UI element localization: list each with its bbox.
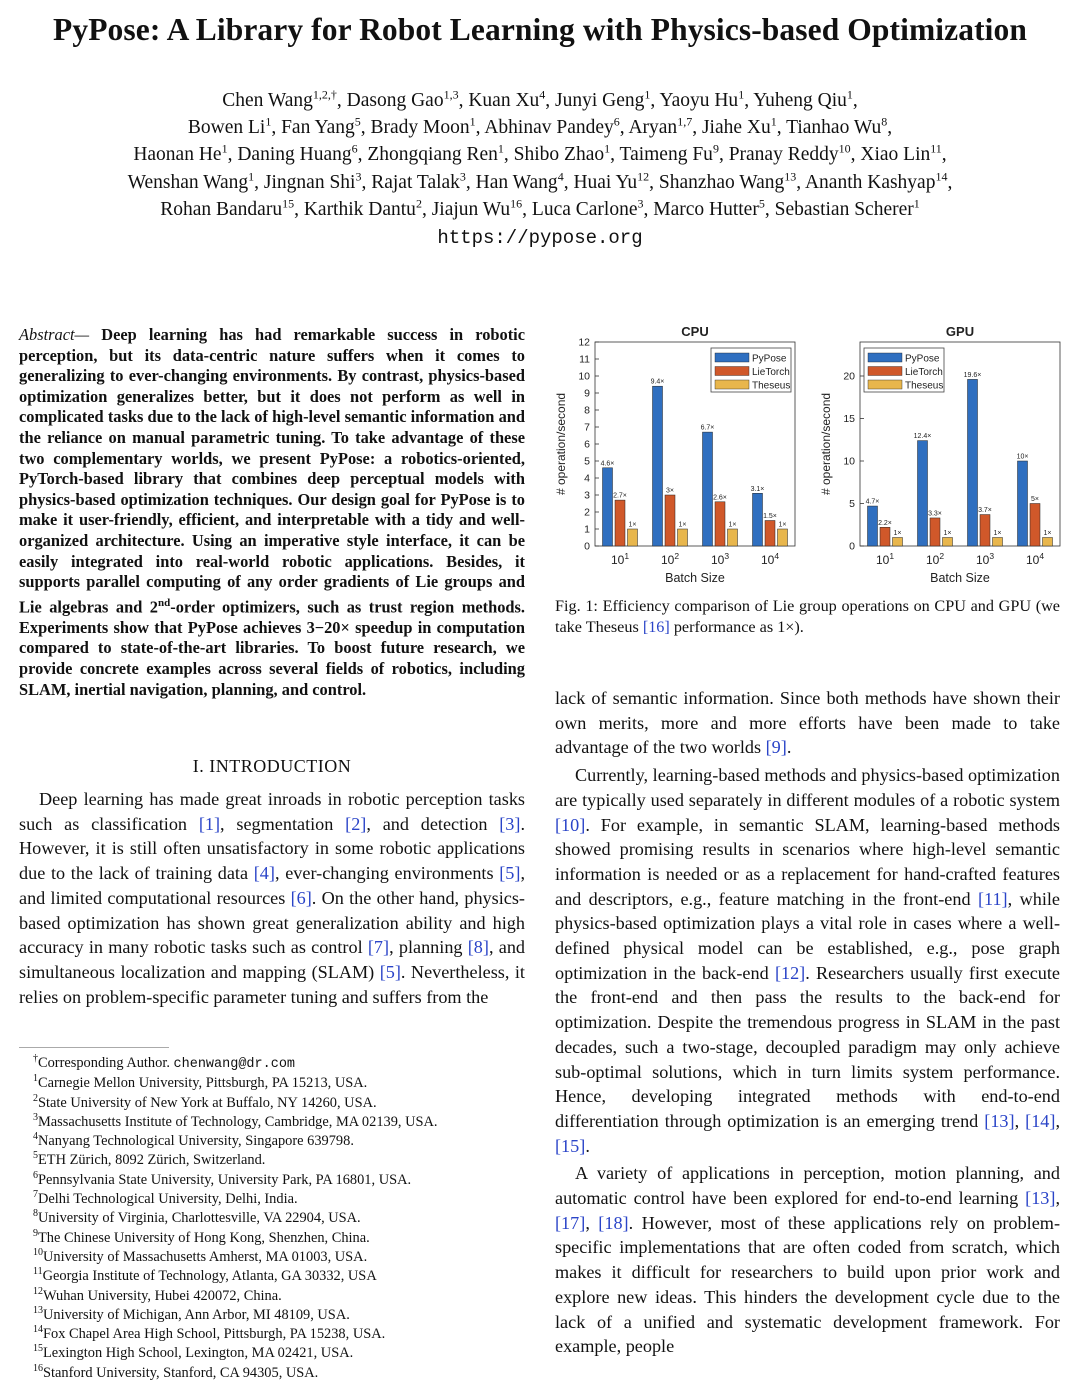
body-paragraph [555,686,1060,760]
text-span: , planning [389,937,468,958]
author-name: Luca Carlone [531,199,638,220]
text-span: , [1055,1188,1060,1209]
footnote-text: Fox Chapel Area High School, Pittsburgh, PA 15238, USA. [43,1326,386,1343]
x-tick-label: $10^1$ [610,551,630,567]
footnote-text: University of Virginia, Charlottesville, VA 22904, USA. [38,1210,361,1227]
y-tick-label: 8 [584,404,590,417]
author-affiliation: 1,3 [443,87,459,102]
bar-pypose [868,506,878,546]
footnote-text: Stanford University, Stanford, CA 94305, USA. [43,1364,319,1381]
bar-theseus [943,538,953,547]
author-name: Zhongqiang Ren [367,144,498,165]
text-span: Currently, learning-based methods and physics-based optimization are typically used separately in different modules of a robotic system [555,765,1060,810]
data-label: 3.3× [928,510,942,518]
author-name: Wenshan Wang [127,172,249,193]
footnote [33,1364,533,1383]
text-span: Fig. 1: Efficiency comparison of Lie group operations on CPU and GPU (we take Theseus [555,597,1060,636]
y-axis-label: # operation/second [819,392,833,496]
data-label: 9.4× [650,378,665,386]
author-name: Brady Moon [370,117,470,138]
citation-link[interactable]: [18] [598,1212,629,1233]
author-affiliation: 3 [355,169,362,184]
author-affiliation: 14 [935,169,948,184]
text-span: Deep learning has made great inroads in robotic perception tasks such as classification [19,789,525,834]
author-affiliation: 3 [459,169,466,184]
footnote-text: Pennsylvania State University, University Park, PA 16801, USA. [38,1171,412,1188]
author-name: Ananth Kashyap [804,172,936,193]
citation-link[interactable]: [7] [367,937,390,958]
footnote-text: Carnegie Mellon University, Pittsburgh, PA 15213, USA. [38,1075,368,1092]
text-span: A variety of applications in perception, motion planning, and automatic control have been explored for end-to-end learning [555,1163,1060,1209]
author-name: Tianhao Wu [786,117,882,138]
bar-theseus [778,529,788,546]
citation-link[interactable]: [11] [977,888,1008,909]
footnote [33,1248,533,1267]
author-affiliation: 11 [930,141,942,156]
footnote [33,1190,533,1209]
x-tick-label: $10^3$ [975,551,995,567]
author-name: Jiahe Xu [701,117,771,138]
footnote [33,1344,533,1363]
footnote [33,1229,533,1248]
author-affiliation: 1 [265,114,272,129]
citation-link[interactable]: [2] [345,813,367,834]
text-span: , [585,1212,599,1233]
citation-link[interactable]: [16] [642,617,670,636]
footnote-marker: 2 [33,1092,38,1104]
footnote-text: University of Massachusetts Amherst, MA 01003, USA. [43,1248,368,1265]
y-tick-label: 10 [843,455,855,468]
author-affiliation: 1 [644,87,651,102]
footnote-text: University of Michigan, Ann Arbor, MI 48109, USA. [43,1306,350,1323]
author-affiliation: 6 [351,141,358,156]
bar-theseus [728,529,738,546]
footnote-marker: 8 [33,1208,38,1220]
author-name: Shibo Zhao [513,144,605,165]
x-tick-label: $10^4$ [1025,551,1045,567]
data-label: 2.2× [878,519,892,527]
y-tick-label: 20 [843,370,855,383]
y-tick-label: 10 [578,370,590,383]
author-name: Kuan Xu [468,90,540,111]
author-name: Pranay Reddy [728,144,839,165]
citation-link[interactable]: [15] [555,1135,586,1156]
y-tick-label: 2 [584,506,590,519]
citation-link[interactable]: [13] [984,1110,1015,1131]
bar-lietorch [930,518,940,546]
data-label: 1× [893,530,902,537]
bar-pypose [653,386,663,546]
data-label: 1× [993,530,1002,537]
author-affiliation: 16 [510,196,523,211]
bar-pypose [603,468,613,546]
author-affiliation: 1 [913,196,920,211]
footnote-marker: 16 [33,1362,43,1374]
text-span: , ever-changing environments [274,863,500,884]
author-affiliation: 12 [637,169,650,184]
footnote-marker: 1 [33,1073,38,1085]
author-name: Taimeng Fu [619,144,713,165]
author-name: Rajat Talak [371,172,460,193]
author-affiliation: 1 [846,87,853,102]
data-label: 1× [1043,530,1052,537]
data-label: 1× [628,521,637,529]
intro-column-right [555,686,1060,1359]
footnote [33,1094,533,1113]
text-span: . [786,737,792,758]
text-span: , [1014,1110,1026,1131]
y-tick-label: 6 [584,438,590,451]
body-paragraph [555,1161,1060,1359]
footnote-marker: 11 [33,1266,43,1278]
footnote [33,1113,533,1132]
citation-link[interactable]: [9] [765,737,787,758]
legend-swatch [868,353,902,362]
citation-link[interactable]: [5] [499,863,521,884]
author-affiliation: 1 [604,141,611,156]
author-affiliation: 2 [415,196,422,211]
footnote-rule [19,1047,169,1048]
y-tick-label: 5 [584,455,590,468]
citation-link[interactable]: [1] [198,813,221,834]
footnotes [33,1054,533,1383]
author-affiliation: 1 [221,141,228,156]
text-span: lack of semantic information. Since both methods have shown their own merits, more and more efforts have been made to take advantage of the two worlds [555,688,1060,758]
data-label: 1× [678,521,687,529]
author-name: Chen Wang [222,90,313,111]
author-name: Aryan [628,117,678,138]
data-label: 3× [666,487,674,495]
data-label: 1× [778,521,787,529]
footnote [33,1209,533,1228]
author-name: Jiajun Wu [431,199,511,220]
footnote [33,1074,533,1093]
author-affiliation: 6 [613,114,620,129]
citation-link[interactable]: [14] [1025,1110,1056,1131]
author-line: Bowen Li$^1$, Fan Yang$^5$, Brady Moon$^1$, Abhinav Pandey$^6$, Aryan$^{1,7}$, Jiahe Xu$^1$, Tianhao Wu$^8$, [187,114,893,138]
figure-caption [555,596,1060,637]
author-name: Junyi Geng [555,90,645,111]
data-label: 1.5× [763,513,777,520]
author-affiliation: 1 [738,87,745,102]
author-affiliation: 1 [770,114,777,129]
text-span: , [1055,1110,1061,1131]
data-label: 1× [943,530,952,537]
author-affiliation: 9 [712,141,719,156]
x-axis-label: Batch Size [930,571,990,585]
bar-theseus [993,538,1003,547]
bar-theseus [1043,538,1053,547]
y-tick-label: 11 [579,353,590,366]
data-label: 1× [728,521,737,529]
body-paragraph [555,763,1060,1158]
author-line: Rohan Bandaru$^{15}$, Karthik Dantu$^2$, Jiajun Wu$^{16}$, Luca Carlone$^3$, Marco Hutter$^5$, Sebastian Scherer$^1$ [160,196,920,220]
section-heading: I. INTRODUCTION [192,756,352,776]
citation-link[interactable]: [8] [467,937,489,958]
bar-lietorch [1030,504,1040,547]
author-affiliation: 1 [469,114,476,129]
citation-link[interactable]: [3] [499,813,521,834]
abstract-text-2: -order optimizers, such as trust region methods. Experiments show that PyPose achieves 3−20× speedup in computation compared to state-of-the-art libraries. To boost future research, we provide concrete examples across several fields of robotics, including SLAM, inertial navigation, planning, and control. [19,597,525,699]
bar-lietorch [765,521,775,547]
x-tick-label: $10^3$ [710,551,730,567]
author-name: Marco Hutter [653,199,759,220]
y-tick-label: 4 [584,472,590,485]
y-tick-label: 0 [584,540,590,553]
footnote-email[interactable]: chenwang@dr.com [173,1057,296,1072]
y-axis-label: # operation/second [554,392,568,496]
y-tick-label: 12 [578,336,590,349]
footnote-marker: 15 [33,1343,43,1355]
x-tick-label: $10^2$ [925,551,945,567]
data-label: 19.6× [963,371,982,379]
chart-title: CPU [681,324,709,339]
text-span: . Nevertheless, it relies on problem-specific parameter tuning and suffers from the [19,961,525,1007]
abstract [19,325,525,700]
footnote-marker: 14 [33,1324,43,1336]
author-affiliation: 10 [838,141,851,156]
y-tick-label: 9 [584,387,590,400]
bar-lietorch [615,500,625,546]
y-tick-label: 3 [584,489,590,502]
citation-link[interactable]: [6] [290,887,312,908]
footnote [33,1151,533,1170]
project-url[interactable]: https://pypose.org [437,227,643,249]
bar-theseus [678,529,688,546]
x-tick-label: $10^2$ [660,551,680,567]
legend-swatch [868,380,902,389]
footnote [33,1306,533,1325]
bar-lietorch [880,527,890,546]
footnote-text: Wuhan University, Hubei 420072, China. [43,1287,282,1304]
author-name: Karthik Dantu [303,199,416,220]
text-span: . Researchers usually first execute the front-end and then pass the results to the back-end for optimization. Despite the tremendous progress in SLAM in the past decades, such a two-stage, decoupled paradigm may only achieve sub-optimal solutions, which in turn limits system performance. Hence, developing integrated methods with end-to-end differentiation through optimization is an emerging trend [555,962,1060,1131]
bar-theseus [893,538,903,547]
author-name: Haonan He [133,144,222,165]
citation-link[interactable]: [5] [379,961,401,982]
author-line: Haonan He$^1$, Daning Huang$^6$, Zhongqiang Ren$^1$, Shibo Zhao$^1$, Taimeng Fu$^9$, Pranay Reddy$^{10}$, Xiao Lin$^{11}$, [133,141,947,165]
data-label: 3.1× [750,485,765,493]
author-name: Xiao Lin [860,144,931,165]
footnote-text: Lexington High School, Lexington, MA 02421, USA. [43,1345,354,1362]
legend-swatch [715,353,749,362]
text-span: , and simultaneous localization and mapping (SLAM) [19,937,526,982]
legend-swatch [715,367,749,376]
author-name: Abhinav Pandey [484,117,614,138]
footnote-text: Corresponding Author. [38,1055,174,1071]
x-tick-label: $10^1$ [875,551,895,567]
data-label: 3.7× [978,507,992,515]
author-affiliation: 8 [881,114,888,129]
data-label: 4.7× [865,498,880,506]
data-label: 6.7× [700,424,715,432]
footnote [33,1267,533,1286]
author-name: Han Wang [475,172,558,193]
text-span: . For example, in semantic SLAM, learning-based methods showed promising results in scenarios where high-level semantic information is needed or as a replacement for hand-crafted features and descriptors, e.g., feature matching in the front-end [555,814,1060,909]
author-affiliation: 1 [248,169,255,184]
author-line: Wenshan Wang$^1$, Jingnan Shi$^3$, Rajat Talak$^3$, Han Wang$^4$, Huai Yu$^{12}$, Shanzhao Wang$^{13}$, Ananth Kashyap$^{14}$, [127,169,953,193]
text-span: , segmentation [220,813,346,834]
bar-pypose [918,441,928,546]
footnote-text: The Chinese University of Hong Kong, Shenzhen, China. [38,1229,370,1246]
footnote-marker: 4 [33,1131,38,1143]
paper-title: PyPose: A Library for Robot Learning with Physics-based Optimization [53,12,1027,47]
intro-paragraph [19,787,525,1009]
author-affiliation: 3 [637,196,644,211]
abstract-superscript: nd [158,596,171,609]
author-name: Bowen Li [187,117,266,138]
gpu-bar-chart [818,318,1068,593]
footnote-marker: 9 [33,1227,38,1239]
bar-pypose [753,493,763,546]
text-span: . [585,1135,590,1156]
legend-label: Theseus [905,380,944,392]
x-tick-label: $10^4$ [760,551,780,567]
author-name: Daning Huang [237,144,352,165]
footnote [33,1287,533,1306]
author-affiliation: 4 [539,87,546,102]
x-axis-label: Batch Size [665,571,725,585]
text-span: , and limited computational resources [19,863,525,908]
y-tick-label: 5 [849,498,855,510]
footnote [33,1132,533,1151]
citation-link[interactable]: [17] [555,1212,586,1233]
footnote-text: Georgia Institute of Technology, Atlanta, GA 30332, USA [42,1268,377,1285]
author-affiliation: 13 [784,169,797,184]
author-name: Yuheng Qiu [753,90,847,111]
legend-label: LieTorch [905,367,943,378]
author-affiliation: 5 [758,196,765,211]
author-name: Shanzhao Wang [658,172,785,193]
author-affiliation: 1 [497,141,504,156]
data-label: 12.4× [913,433,932,441]
legend-label: Theseus [752,380,791,392]
bar-pypose [703,432,713,546]
footnote-text: Massachusetts Institute of Technology, Cambridge, MA 02139, USA. [38,1113,438,1130]
text-span: . However, most of these applications rely on problem-specific implementations that are often coded from scratch, which makes it difficult for researchers to build upon prior work and explore new ideas. This hinders the development cycle due to the lack of a unified and systematic development framework. For example, people [555,1212,1060,1357]
text-span: . However, it is still often unsatisfactory in some robotic applications due to the lack of training data [19,813,525,884]
author-name: Rohan Bandaru [160,199,283,220]
citation-link[interactable]: [12] [774,962,806,983]
author-name: Dasong Gao [346,90,444,111]
y-tick-label: 1 [584,523,590,536]
footnote-text: Nanyang Technological University, Singapore 639798. [38,1133,354,1150]
bar-lietorch [665,495,675,546]
legend-label: PyPose [905,353,940,365]
author-name: Fan Yang [281,117,355,138]
footnote-text: ETH Zürich, 8092 Zürich, Switzerland. [38,1152,266,1169]
author-affiliation: 15 [282,196,295,211]
data-label: 4.6× [600,460,615,468]
data-label: 10× [1016,453,1029,461]
footnote [33,1325,533,1344]
citation-link[interactable]: [13] [1025,1188,1056,1209]
author-name: Yaoyu Hu [659,90,739,111]
bar-lietorch [980,515,990,546]
author-name: Huai Yu [573,172,638,193]
text-span: performance as 1×). [669,617,804,636]
text-span: , and detection [366,813,500,834]
legend-swatch [715,380,749,389]
author-name: Jingnan Shi [263,172,356,193]
legend-label: LieTorch [752,367,790,378]
abstract-lead: Abstract— [19,325,90,344]
author-line: Chen Wang$^{1,2,\dagger}$, Dasong Gao$^{1,3}$, Kuan Xu$^4$, Junyi Geng$^1$, Yaoyu Hu$^1$, Yuheng Qiu$^1$, [222,87,858,111]
data-label: 2.7× [613,492,627,500]
abstract-text-1: Deep learning has had remarkable success in robotic perception, but its data-centric nature suffers when it comes to generalizing to ever-changing environments. By contrast, physics-based optimization generalizes better, but it does not perform as well in complicated tasks due to the lack of high-level semantic information and the reliance on manual parametric tuning. To take advantage of these two complementary worlds, we present PyPose: a robotics-oriented, PyTorch-based library that combines deep perceptual models with physics-based optimization techniques. Our design goal for PyPose is to make it user-friendly, efficient, and interpretable with a tidy and well-organized architecture. Using an imperative style interface, it can be easily integrated into real-world robotic applications. Besides, it supports parallel computing of any order gradients of Lie groups and Lie algebras and 2 [19,325,525,617]
footnote-marker: † [33,1053,38,1065]
legend-swatch [868,367,902,376]
y-tick-label: 7 [584,421,590,434]
footnote-marker: 3 [33,1112,38,1124]
footnote-marker: 5 [33,1150,38,1162]
intro-column-left [19,787,525,1009]
footnote-text: Delhi Technological University, Delhi, India. [38,1191,298,1208]
author-affiliation: 1,2,† [312,87,337,102]
footnote [33,1171,533,1190]
data-label: 2.6× [713,494,727,502]
citation-link[interactable]: [10] [555,814,586,835]
cpu-bar-chart [553,318,803,593]
footnote-marker: 6 [33,1169,38,1181]
author-affiliation: 5 [354,114,361,129]
legend-label: PyPose [752,353,787,365]
footnote [33,1054,533,1074]
author-name: Sebastian Scherer [774,199,914,220]
footnote-marker: 12 [33,1285,43,1297]
footnote-marker: 13 [33,1305,43,1317]
author-affiliation: 4 [557,169,564,184]
bar-pypose [1018,461,1028,546]
text-span: , while physics-based optimization plays a vital role in cases where a well-defined physical model can be established, e.g., pose graph optimization in the back-end [555,888,1060,983]
citation-link[interactable]: [4] [253,863,275,884]
text-span: . On the other hand, physics-based optimization has shown great generalization ability and high accuracy in many robotic tasks such as control [19,887,525,958]
bar-lietorch [715,502,725,546]
author-affiliation: 1,7 [677,114,693,129]
bar-pypose [968,379,978,546]
data-label: 5× [1031,496,1039,503]
y-tick-label: 0 [849,540,855,553]
y-tick-label: 15 [843,413,855,425]
bar-theseus [628,529,638,546]
footnote-marker: 10 [33,1247,43,1259]
chart-title: GPU [945,324,975,339]
footnote-marker: 7 [33,1189,38,1201]
footnote-text: State University of New York at Buffalo, NY 14260, USA. [38,1094,377,1111]
